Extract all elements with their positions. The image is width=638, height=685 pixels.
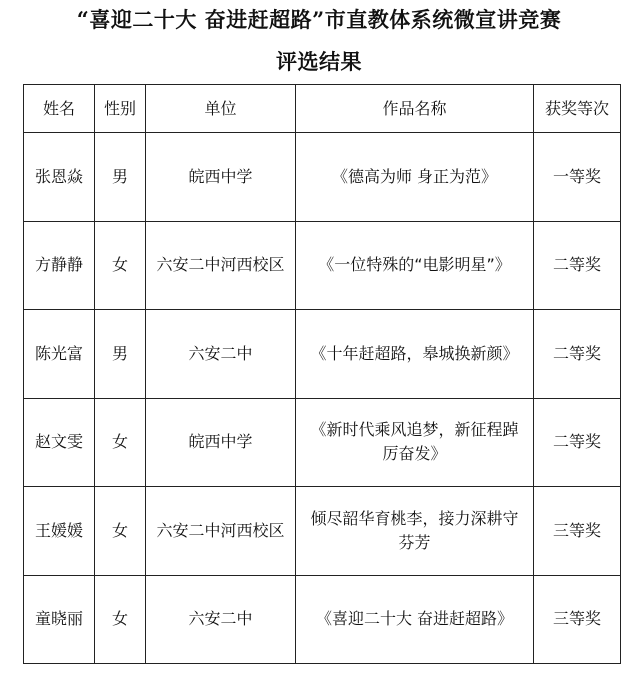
cell-gender: 男 [95,310,146,399]
cell-work: 《喜迎二十大 奋进赶超路》 [296,575,534,664]
cell-name: 张恩焱 [24,133,95,222]
table-row [24,487,621,576]
cell-work: 《十年赶超路，皋城换新颜》 [296,310,534,399]
document-title: “喜迎二十大 奋进赶超路”市直教体系统微宣讲竞赛 [76,7,562,32]
cell-gender: 女 [95,398,146,487]
cell-award: 二等奖 [534,398,621,487]
cell-unit: 皖西中学 [146,398,296,487]
cell-name: 方静静 [24,221,95,310]
cell-award: 三等奖 [534,487,621,576]
table-row [24,398,621,487]
header-name: 姓名 [24,85,95,133]
cell-name: 赵文雯 [24,398,95,487]
cell-unit: 六安二中河西校区 [146,487,296,576]
cell-name: 陈光富 [24,310,95,399]
header-gender: 性别 [95,85,146,133]
table-row [24,575,621,664]
cell-unit: 皖西中学 [146,133,296,222]
cell-award: 二等奖 [534,221,621,310]
cell-unit: 六安二中 [146,575,296,664]
document-subtitle: 评选结果 [276,49,362,74]
table-row [24,310,621,399]
cell-gender: 女 [95,221,146,310]
table-row [24,221,621,310]
header-award: 获奖等次 [534,85,621,133]
cell-work: 《一位特殊的“电影明星”》 [296,221,534,310]
cell-gender: 女 [95,487,146,576]
header-work: 作品名称 [296,85,534,133]
cell-award: 三等奖 [534,575,621,664]
cell-name: 童晓丽 [24,575,95,664]
cell-unit: 六安二中河西校区 [146,221,296,310]
results-table [23,84,621,664]
cell-work: 《德高为师 身正为范》 [296,133,534,222]
cell-gender: 男 [95,133,146,222]
cell-name: 王媛媛 [24,487,95,576]
header-unit: 单位 [146,85,296,133]
table-header-row [24,85,621,133]
cell-award: 一等奖 [534,133,621,222]
cell-unit: 六安二中 [146,310,296,399]
cell-award: 二等奖 [534,310,621,399]
cell-work: 《新时代乘风追梦，新征程踔厉奋发》 [296,398,534,487]
cell-work: 倾尽韶华育桃李，接力深耕守芬芳 [296,487,534,576]
cell-gender: 女 [95,575,146,664]
table-row [24,133,621,222]
